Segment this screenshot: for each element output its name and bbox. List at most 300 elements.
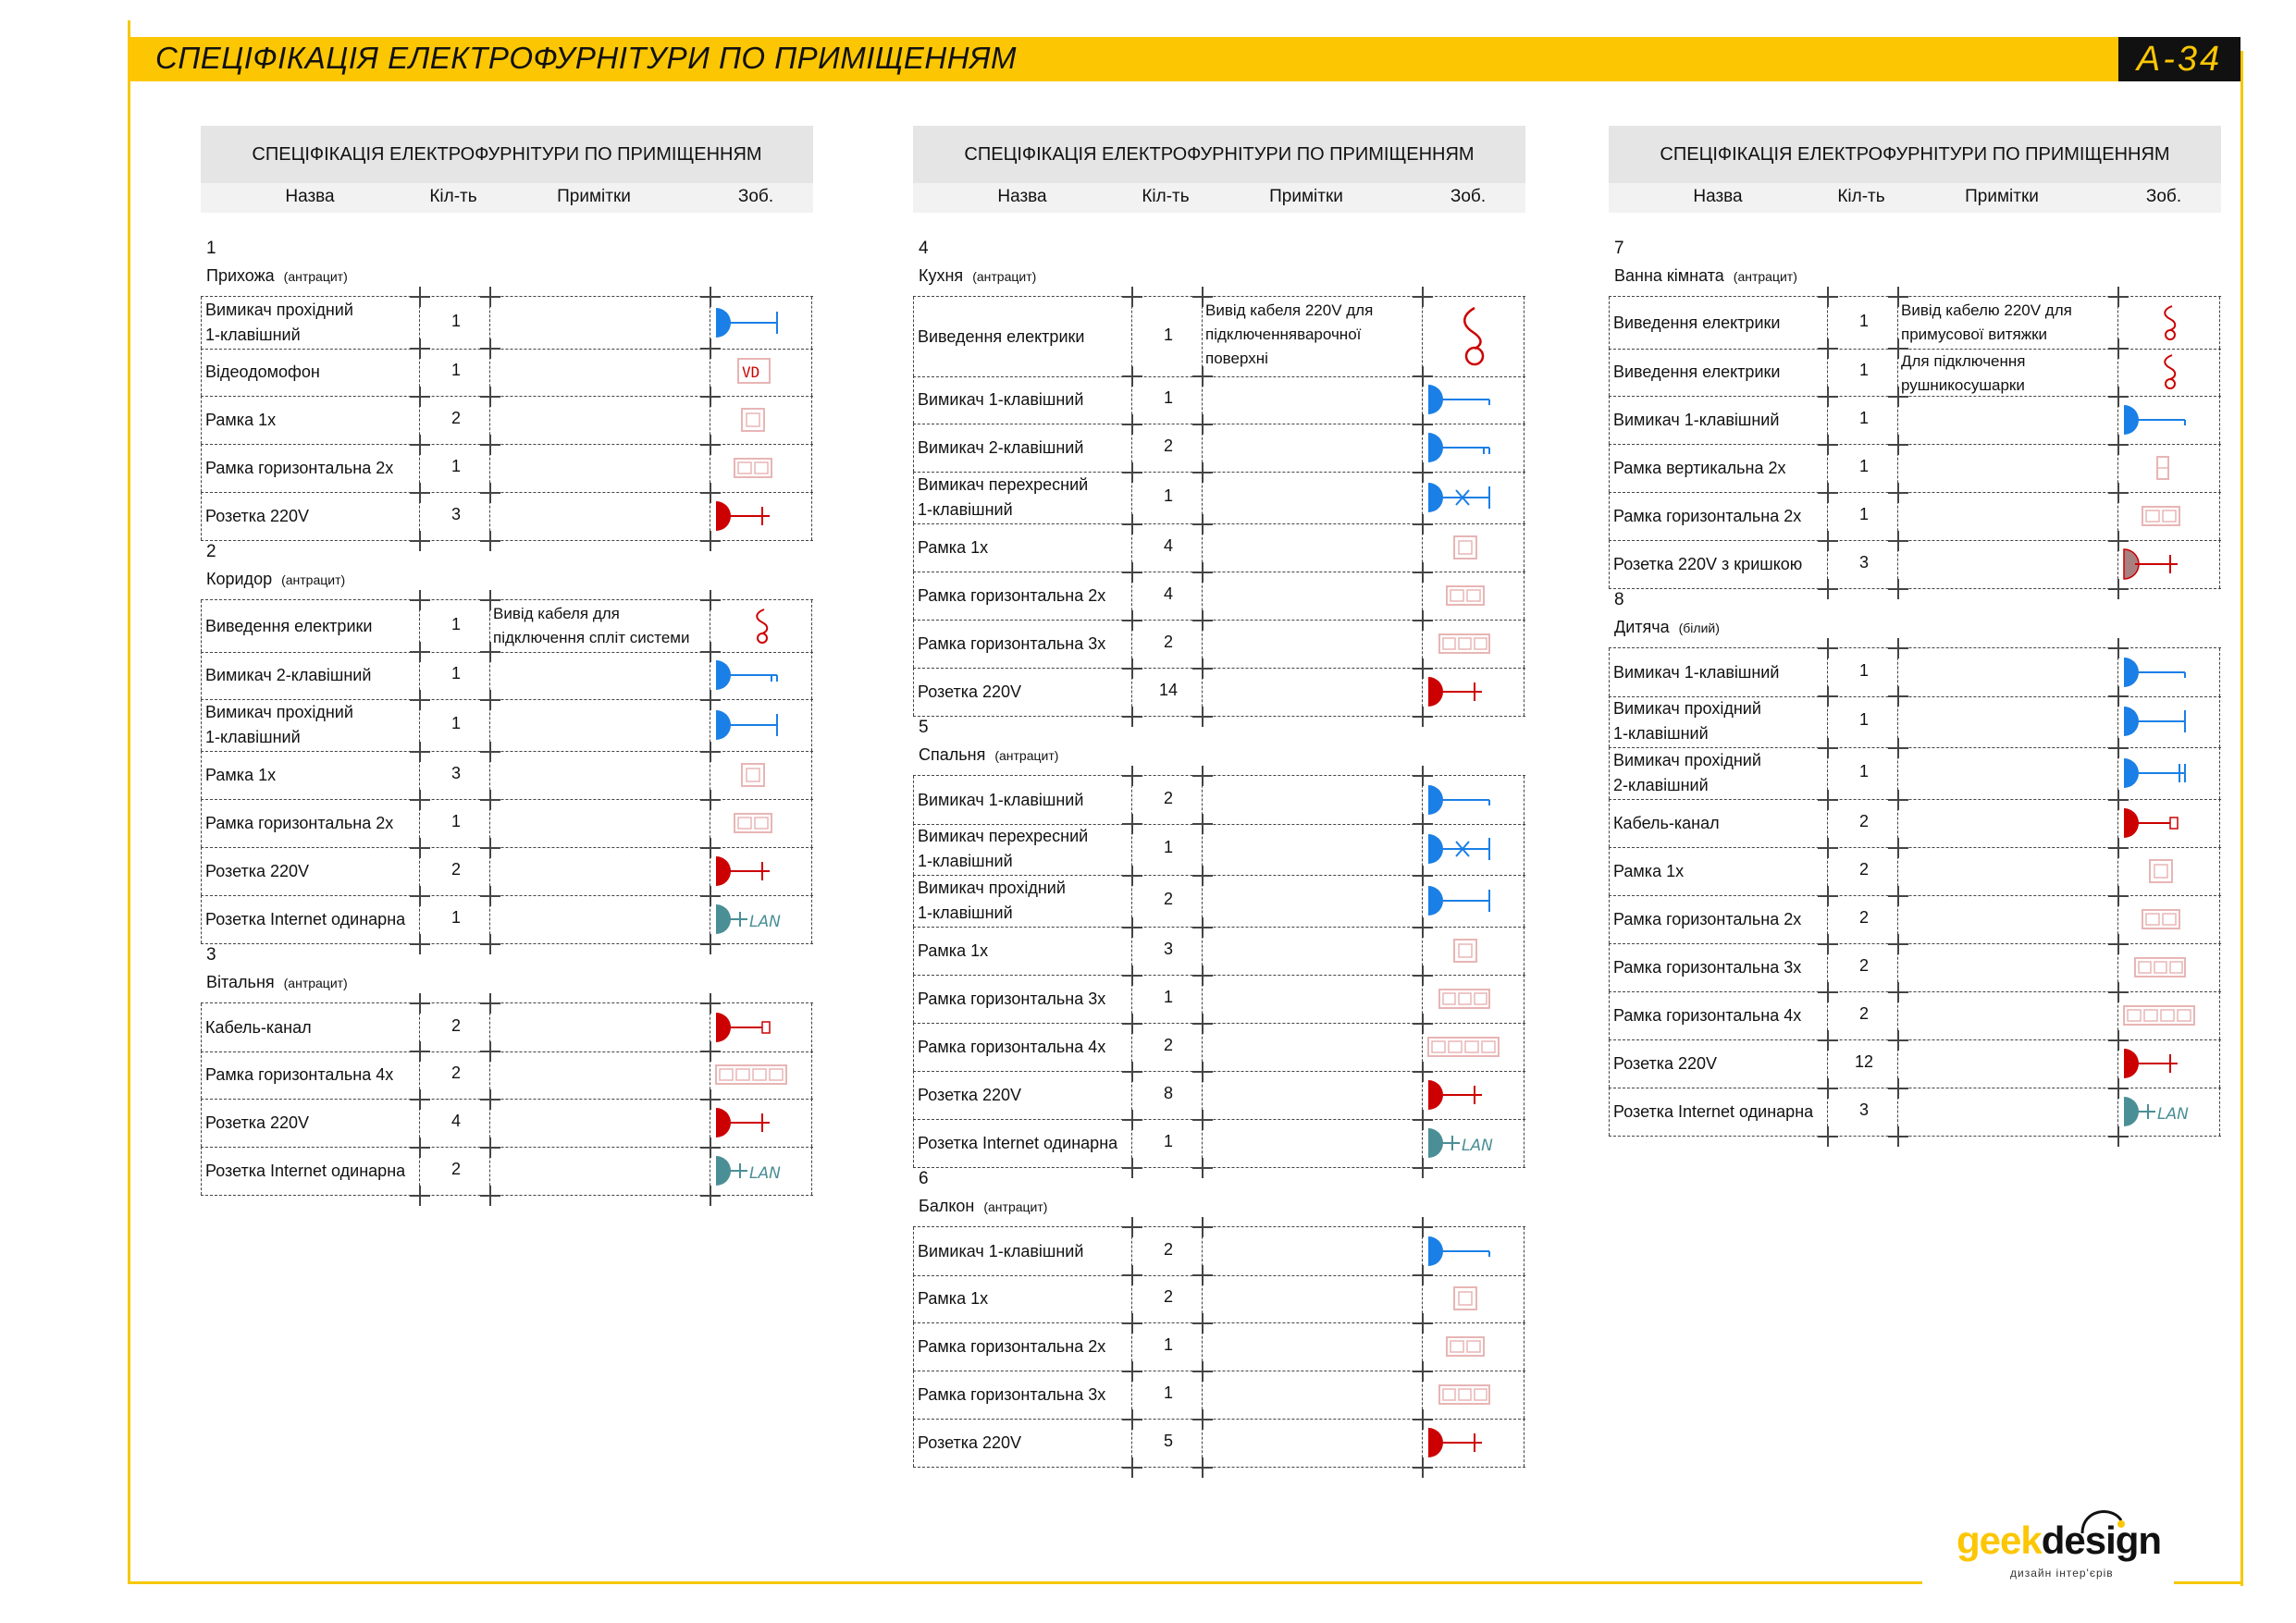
- column-header-note: Примітки: [557, 187, 631, 206]
- item-name-line: Рамка горизонтальна 2х: [918, 585, 1106, 605]
- grid-cross-mark: [480, 993, 500, 1014]
- grid-cross-mark: [700, 483, 721, 503]
- grid-cross-mark: [1413, 1361, 1433, 1382]
- item-name-line: 1-клавішний: [205, 728, 301, 746]
- table-row: [201, 651, 813, 700]
- item-quantity: 5: [1163, 1432, 1173, 1450]
- table-row: [1609, 747, 2221, 800]
- grid-cross-mark: [700, 838, 721, 858]
- grid-cross-mark: [1888, 638, 1908, 658]
- lan-socket-icon: [2122, 1093, 2191, 1135]
- item-name: [205, 763, 276, 788]
- grid-cross-mark: [1888, 579, 1908, 599]
- spec-panel-1: [201, 126, 813, 1183]
- grid-cross-mark: [1818, 1030, 1838, 1051]
- item-name-line: Рамка горизонтальна 2х: [205, 813, 394, 832]
- item-name: [1613, 955, 1801, 980]
- item-name-line: Рамка 1х: [918, 1288, 989, 1308]
- table-row: [1609, 540, 2221, 589]
- item-name-line: Рамка горизонтальна 4х: [1613, 1005, 1802, 1025]
- item-name-line: Рамка 1х: [918, 537, 989, 557]
- item-quantity: 1: [451, 812, 461, 830]
- room-name: Спальня: [919, 745, 986, 764]
- item-name-line: Рамка горизонтальна 2х: [1613, 506, 1802, 525]
- item-name: [205, 700, 353, 750]
- column-divider: [811, 751, 812, 799]
- grid-cross-mark: [410, 790, 430, 810]
- room-finish: (антрацит): [983, 1199, 1048, 1214]
- room-name: Прихожа: [206, 266, 275, 285]
- grid-cross-mark: [480, 742, 500, 762]
- grid-cross-mark: [410, 531, 430, 551]
- column-divider: [1609, 943, 1610, 991]
- item-name: [918, 876, 1066, 926]
- frame-3x-icon: [1426, 625, 1495, 667]
- grid-cross-mark: [1122, 414, 1142, 435]
- grid-cross-mark: [1818, 738, 1838, 758]
- item-quantity: 1: [1858, 661, 1869, 680]
- table-row: [1609, 492, 2221, 541]
- column-divider: [913, 668, 914, 716]
- cable-outlet-large-icon: [1426, 304, 1495, 374]
- column-divider: [811, 895, 812, 943]
- grid-cross-mark: [700, 742, 721, 762]
- column-divider: [1609, 297, 1610, 349]
- column-divider: [1202, 297, 1203, 376]
- item-name: [205, 1063, 393, 1088]
- item-quantity: 1: [1858, 505, 1869, 523]
- svg-text:LAN: LAN: [749, 1164, 781, 1183]
- column-divider: [201, 699, 202, 751]
- item-quantity: 2: [1163, 789, 1173, 807]
- item-quantity: 2: [1858, 908, 1869, 927]
- grid-cross-mark: [480, 435, 500, 455]
- grid-cross-mark: [410, 483, 430, 503]
- column-divider: [811, 396, 812, 444]
- item-quantity: 12: [1854, 1052, 1874, 1071]
- item-note: [1901, 350, 2025, 398]
- item-name-line: Вимикач 1-клавішний: [1613, 410, 1780, 429]
- grid-cross-mark: [410, 387, 430, 407]
- room-finish: (білий): [1678, 621, 1720, 635]
- table-row: [1609, 1039, 2221, 1088]
- item-name-line: Розетка Internet одинарна: [918, 1133, 1118, 1152]
- table-row: [1609, 1088, 2221, 1137]
- grid-cross-mark: [1122, 287, 1142, 307]
- switch-passthrough-2key-icon: [2122, 755, 2191, 796]
- item-name: [1613, 360, 1780, 385]
- table-row: [201, 1147, 813, 1196]
- room-finish: (антрацит): [1733, 269, 1797, 284]
- room-finish: (антрацит): [972, 269, 1037, 284]
- table-row: [913, 975, 1525, 1024]
- table-row: [201, 296, 813, 350]
- grid-cross-mark: [1122, 658, 1142, 679]
- frame-3x-icon: [1426, 1376, 1495, 1418]
- item-name: [918, 1334, 1105, 1359]
- room-title: [919, 745, 1058, 765]
- table-row: [913, 775, 1525, 825]
- grid-cross-mark: [480, 483, 500, 503]
- table-row: [1609, 847, 2221, 896]
- frame-4x-icon: [2122, 997, 2198, 1039]
- grid-cross-mark: [480, 1089, 500, 1110]
- grid-cross-mark: [1413, 1158, 1433, 1178]
- column-divider: [913, 776, 914, 824]
- grid-cross-mark: [1192, 414, 1213, 435]
- grid-cross-mark: [410, 1041, 430, 1062]
- column-divider: [201, 492, 202, 540]
- column-header-image: Зоб.: [1450, 187, 1487, 206]
- room-finish: (антрацит): [283, 269, 348, 284]
- grid-cross-mark: [1818, 387, 1838, 407]
- grid-cross-mark: [1192, 965, 1213, 986]
- grid-cross-mark: [2108, 686, 2129, 707]
- item-name-line: Виведення електрики: [205, 616, 373, 635]
- column-divider: [1609, 991, 1610, 1039]
- grid-cross-mark: [1122, 1457, 1142, 1478]
- lan-socket-icon: [714, 901, 783, 942]
- column-divider: [2219, 847, 2220, 895]
- table-row: [201, 799, 813, 848]
- grid-cross-mark: [1818, 483, 1838, 503]
- column-header-name: Назва: [1693, 187, 1743, 206]
- table-row: [913, 1071, 1525, 1120]
- item-name-line: Розетка 220V: [205, 861, 310, 880]
- item-name: [205, 859, 309, 884]
- svg-text:LAN: LAN: [749, 913, 781, 931]
- page-code-badge: А-34: [2118, 37, 2240, 81]
- item-quantity: 1: [451, 457, 461, 475]
- item-name: [205, 298, 353, 348]
- column-divider: [2219, 991, 2220, 1039]
- grid-cross-mark: [1413, 814, 1433, 834]
- item-name-line: Розетка 220V з кришкою: [1613, 554, 1803, 573]
- item-name: [1613, 907, 1801, 932]
- frame-bottom-line: [128, 1581, 1922, 1584]
- grid-cross-mark: [1122, 462, 1142, 483]
- column-divider: [2219, 799, 2220, 847]
- item-name: [205, 614, 372, 639]
- item-name: [918, 387, 1083, 412]
- item-name: [205, 811, 393, 836]
- item-note-line: Для підключення: [1901, 352, 2026, 370]
- cable-channel-icon: [714, 1009, 783, 1051]
- grid-cross-mark: [1122, 366, 1142, 387]
- grid-cross-mark: [1413, 366, 1433, 387]
- switch-cross-icon: [1426, 830, 1495, 872]
- grid-cross-mark: [700, 590, 721, 610]
- grid-cross-mark: [410, 1089, 430, 1110]
- item-name-line: Рамка 1х: [205, 410, 277, 429]
- item-name-line: Вимикач прохідний: [205, 703, 353, 721]
- item-quantity: 3: [451, 764, 461, 782]
- column-divider: [2219, 895, 2220, 943]
- grid-cross-mark: [1122, 514, 1142, 535]
- item-name: [918, 436, 1083, 461]
- frame-2x-icon: [714, 449, 783, 491]
- item-name-line: Вимикач 1-клавішний: [918, 389, 1084, 409]
- table-row: [913, 523, 1525, 572]
- room-title: [919, 1197, 1047, 1216]
- room-number: 1: [206, 239, 216, 258]
- table-row: [913, 375, 1525, 424]
- room-title: [1614, 266, 1797, 286]
- grid-cross-mark: [1818, 790, 1838, 810]
- column-divider: [2219, 695, 2220, 747]
- grid-cross-mark: [410, 435, 430, 455]
- item-name-line: Вимикач прохідний: [1613, 699, 1761, 718]
- socket-220v-icon: [1426, 1076, 1495, 1118]
- column-divider: [913, 1227, 914, 1275]
- table-row: [201, 699, 813, 752]
- switch-1key-icon: [1426, 1233, 1495, 1274]
- table-row: [201, 599, 813, 653]
- grid-cross-mark: [1122, 1361, 1142, 1382]
- room-table: [913, 775, 1525, 1167]
- item-name: [1613, 408, 1779, 433]
- frame-1x-icon: [1426, 529, 1495, 571]
- item-quantity: 2: [1163, 436, 1173, 455]
- frame-1x-icon: [1426, 932, 1495, 974]
- item-name: [918, 1286, 988, 1311]
- column-divider: [913, 523, 914, 572]
- videophone-icon: [714, 353, 783, 395]
- item-quantity: 1: [1163, 1335, 1173, 1354]
- frame-left-line: [128, 20, 130, 1583]
- item-name-line: Розетка Internet одинарна: [205, 1161, 406, 1180]
- item-name: [1613, 504, 1801, 529]
- item-name-line: Виведення електрики: [1613, 362, 1781, 381]
- column-divider: [201, 1003, 202, 1051]
- column-header-name: Назва: [285, 187, 335, 206]
- item-name-line: Рамка горизонтальна 3х: [918, 1384, 1106, 1404]
- item-quantity: 2: [1163, 633, 1173, 651]
- column-divider: [811, 297, 812, 349]
- item-name-line: Вимикач перехресний: [918, 475, 1089, 494]
- room-table: [201, 599, 813, 943]
- grid-cross-mark: [1888, 1030, 1908, 1051]
- frame-2x-icon: [2122, 901, 2191, 942]
- grid-cross-mark: [480, 790, 500, 810]
- item-name: [918, 680, 1021, 705]
- item-name-line: Вимикач прохідний: [918, 879, 1066, 897]
- column-divider: [2219, 943, 2220, 991]
- item-name: [205, 1111, 309, 1136]
- column-divider: [201, 444, 202, 492]
- table-row: [913, 1322, 1525, 1371]
- room-title: [1614, 618, 1720, 637]
- column-divider: [1609, 799, 1610, 847]
- panel-title: СПЕЦІФІКАЦІЯ ЕЛЕКТРОФУРНІТУРИ ПО ПРИМІЩЕННЯМ: [201, 126, 813, 183]
- item-name-line: Вимикач 1-клавішний: [918, 1241, 1084, 1260]
- grid-cross-mark: [700, 1041, 721, 1062]
- grid-cross-mark: [410, 742, 430, 762]
- grid-cross-mark: [410, 886, 430, 906]
- item-name-line: Розетка 220V: [1613, 1053, 1718, 1073]
- column-divider: [811, 847, 812, 895]
- column-divider: [2219, 648, 2220, 696]
- item-name: [918, 1383, 1105, 1408]
- grid-cross-mark: [480, 642, 500, 662]
- table-row: [201, 1002, 813, 1052]
- item-quantity: 1: [1163, 326, 1173, 344]
- column-divider: [2219, 1039, 2220, 1088]
- grid-cross-mark: [1122, 1265, 1142, 1285]
- grid-cross-mark: [1413, 562, 1433, 583]
- room-name: Кухня: [919, 266, 964, 285]
- grid-cross-mark: [1818, 531, 1838, 551]
- item-name: [918, 325, 1084, 350]
- room-table: [1609, 296, 2221, 588]
- item-quantity: 1: [1163, 1383, 1173, 1402]
- item-quantity: 3: [1858, 553, 1869, 572]
- grid-cross-mark: [1192, 814, 1213, 834]
- item-quantity: 1: [1858, 457, 1869, 475]
- item-name: [918, 584, 1105, 609]
- column-divider: [1609, 1088, 1610, 1136]
- column-divider: [201, 348, 202, 396]
- grid-cross-mark: [410, 934, 430, 954]
- item-quantity: 1: [1858, 710, 1869, 729]
- grid-cross-mark: [480, 886, 500, 906]
- frame-1x-icon: [714, 401, 783, 443]
- item-name-line: Вимикач 2-клавішний: [205, 665, 372, 684]
- item-name-line: Розетка 220V: [918, 682, 1022, 701]
- grid-cross-mark: [1192, 562, 1213, 583]
- grid-cross-mark: [1192, 1409, 1213, 1430]
- item-name-line: Вимикач прохідний: [205, 301, 353, 319]
- item-name-line: 1-клавішний: [918, 904, 1013, 922]
- panel-title: СПЕЦІФІКАЦІЯ ЕЛЕКТРОФУРНІТУРИ ПО ПРИМІЩЕННЯМ: [1609, 126, 2221, 183]
- table-row: [913, 1226, 1525, 1276]
- item-quantity: 1: [1163, 1132, 1173, 1150]
- item-name: [1613, 456, 1786, 481]
- item-name: [205, 504, 309, 529]
- frame-3x-icon: [2122, 949, 2191, 990]
- item-quantity: 2: [1858, 1004, 1869, 1023]
- item-name: [918, 939, 988, 964]
- grid-cross-mark: [1413, 462, 1433, 483]
- column-divider: [201, 1099, 202, 1147]
- item-quantity: 1: [451, 312, 461, 330]
- grid-cross-mark: [1888, 934, 1908, 954]
- switch-1key-icon: [1426, 781, 1495, 823]
- room-name: Коридор: [206, 570, 273, 588]
- grid-cross-mark: [1413, 766, 1433, 786]
- item-quantity: 2: [1163, 1036, 1173, 1054]
- item-name-line: Рамка горизонтальна 3х: [918, 633, 1106, 653]
- grid-cross-mark: [1413, 1457, 1433, 1478]
- grid-cross-mark: [1818, 934, 1838, 954]
- grid-cross-mark: [1413, 707, 1433, 727]
- grid-cross-mark: [1192, 707, 1213, 727]
- column-divider: [1609, 492, 1610, 540]
- grid-cross-mark: [700, 790, 721, 810]
- cable-outlet-icon: [2122, 302, 2191, 348]
- grid-cross-mark: [1818, 982, 1838, 1002]
- grid-cross-mark: [700, 886, 721, 906]
- grid-cross-mark: [1122, 1014, 1142, 1034]
- item-quantity: 1: [1163, 988, 1173, 1006]
- item-name: [1613, 748, 1761, 798]
- column-divider: [201, 895, 202, 943]
- item-name: [1613, 696, 1761, 746]
- table-row: [913, 668, 1525, 717]
- cable-channel-icon: [2122, 805, 2191, 846]
- switch-passthrough-icon: [2122, 703, 2191, 744]
- grid-cross-mark: [1122, 1217, 1142, 1237]
- grid-cross-mark: [480, 590, 500, 610]
- item-name: [918, 1239, 1083, 1264]
- column-divider: [913, 875, 914, 927]
- room-name: Балкон: [919, 1197, 975, 1215]
- geekdesign-logo: [1957, 1506, 2179, 1580]
- grid-cross-mark: [2108, 838, 2129, 858]
- item-name: [1613, 811, 1720, 836]
- item-note-line: Вивід кабелю 220V для: [1901, 301, 2072, 319]
- grid-cross-mark: [1888, 1126, 1908, 1147]
- column-divider: [811, 1051, 812, 1099]
- item-name-line: Виведення електрики: [918, 326, 1085, 346]
- room-finish: (антрацит): [994, 748, 1059, 763]
- grid-cross-mark: [700, 642, 721, 662]
- grid-cross-mark: [2108, 982, 2129, 1002]
- grid-cross-mark: [480, 1137, 500, 1158]
- grid-cross-mark: [1122, 707, 1142, 727]
- item-name: [1613, 1051, 1717, 1076]
- item-quantity: 4: [1163, 536, 1173, 555]
- grid-cross-mark: [2108, 1030, 2129, 1051]
- grid-cross-mark: [1413, 414, 1433, 435]
- column-headers: [201, 183, 813, 213]
- column-divider: [811, 1003, 812, 1051]
- grid-cross-mark: [1192, 287, 1213, 307]
- table-row: [201, 895, 813, 944]
- column-header-image: Зоб.: [737, 187, 774, 206]
- grid-cross-mark: [480, 287, 500, 307]
- grid-cross-mark: [1192, 610, 1213, 631]
- grid-cross-mark: [480, 1186, 500, 1206]
- grid-cross-mark: [1192, 1062, 1213, 1082]
- socket-220v-icon: [714, 1104, 783, 1146]
- item-quantity: 2: [451, 409, 461, 427]
- panel-title: СПЕЦІФІКАЦІЯ ЕЛЕКТРОФУРНІТУРИ ПО ПРИМІЩЕННЯМ: [913, 126, 1525, 183]
- grid-cross-mark: [1413, 610, 1433, 631]
- item-name-line: 1-клавішний: [918, 500, 1013, 519]
- table-row: [1609, 296, 2221, 350]
- column-divider: [811, 699, 812, 751]
- column-header-qty: Кіл-ть: [1142, 187, 1190, 206]
- column-divider: [1609, 540, 1610, 588]
- grid-cross-mark: [2108, 790, 2129, 810]
- column-headers: [913, 183, 1525, 213]
- room-number: 5: [919, 718, 929, 737]
- item-name-line: Кабель-канал: [205, 1017, 312, 1037]
- grid-cross-mark: [1413, 1062, 1433, 1082]
- column-divider: [201, 847, 202, 895]
- grid-cross-mark: [1818, 686, 1838, 707]
- column-divider: [201, 1051, 202, 1099]
- item-name-line: Вимикач 1-клавішний: [918, 790, 1084, 809]
- room-table: [201, 1002, 813, 1195]
- item-quantity: 1: [1163, 388, 1173, 407]
- grid-cross-mark: [1122, 1313, 1142, 1334]
- item-name: [918, 1131, 1117, 1156]
- socket-covered-icon: [2122, 546, 2191, 587]
- item-name-line: Рамка 1х: [918, 941, 989, 960]
- svg-text:LAN: LAN: [2157, 1105, 2189, 1124]
